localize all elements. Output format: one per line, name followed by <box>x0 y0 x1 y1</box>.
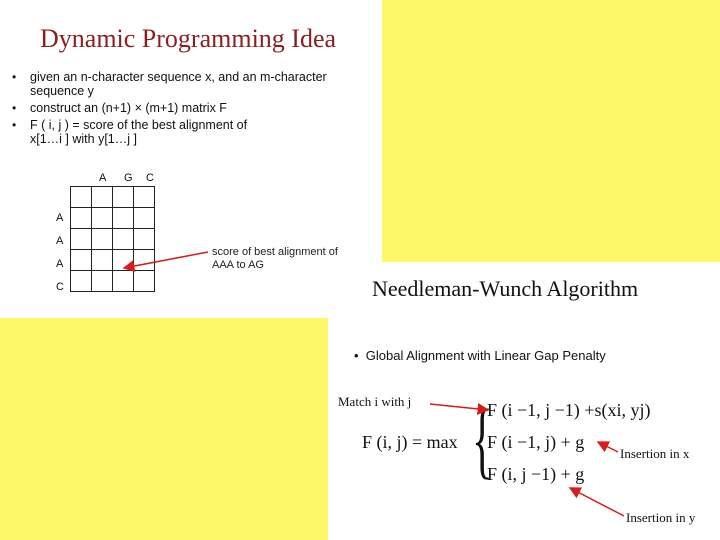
formula-lhs: F (i, j) = max <box>362 432 458 452</box>
insertion-x-arrow-icon <box>598 442 618 452</box>
bullet-dot-icon: • <box>354 348 366 363</box>
matrix-row-label: C <box>56 281 64 293</box>
bullet-dot-icon: • <box>12 101 17 115</box>
matrix-row-label: A <box>56 258 64 270</box>
matrix-column-label: A <box>99 172 107 184</box>
matrix-row-label: A <box>56 235 64 247</box>
annotation-arrow-icon <box>124 252 208 268</box>
formula-case-insert-y: F (i, j −1) + g <box>487 464 585 484</box>
match-arrow-icon <box>430 404 488 410</box>
formula-case-match: F (i −1, j −1) +s(xi, yj) <box>487 400 651 420</box>
left-brace-icon: { <box>472 391 493 487</box>
insertion-x-label: Insertion in x <box>620 446 690 461</box>
matrix-column-label: G <box>124 172 133 184</box>
insertion-y-arrow-icon <box>570 488 624 516</box>
bullet-text: F ( i, j ) = score of the best alignment of <box>30 118 248 132</box>
matrix-row-label: A <box>56 212 64 224</box>
bullet-text: given an n-character sequence x, and an m-character <box>30 70 327 84</box>
bullet-text: Global Alignment with Linear Gap Penalty <box>365 348 606 363</box>
match-label: Match i with j <box>338 394 412 409</box>
bullet-text-continued: x[1…i ] with y[1…j ] <box>30 132 137 146</box>
annotation-line: score of best alignment of <box>212 246 338 258</box>
matrix-column-label: C <box>146 172 154 184</box>
insertion-y-label: Insertion in y <box>626 510 696 525</box>
slide1-title: Dynamic Programming Idea <box>40 24 337 53</box>
bullet-dot-icon: • <box>12 118 17 132</box>
annotation-line: AAA to AG <box>212 259 264 271</box>
bullet-dot-icon: • <box>12 70 17 84</box>
bullet-text: construct an (n+1) × (m+1) matrix F <box>30 101 227 115</box>
bullet-text-continued: sequence y <box>30 84 94 98</box>
slide2-title: Needleman-Wunch Algorithm <box>372 276 639 301</box>
formula-case-insert-x: F (i −1, j) + g <box>487 432 585 452</box>
